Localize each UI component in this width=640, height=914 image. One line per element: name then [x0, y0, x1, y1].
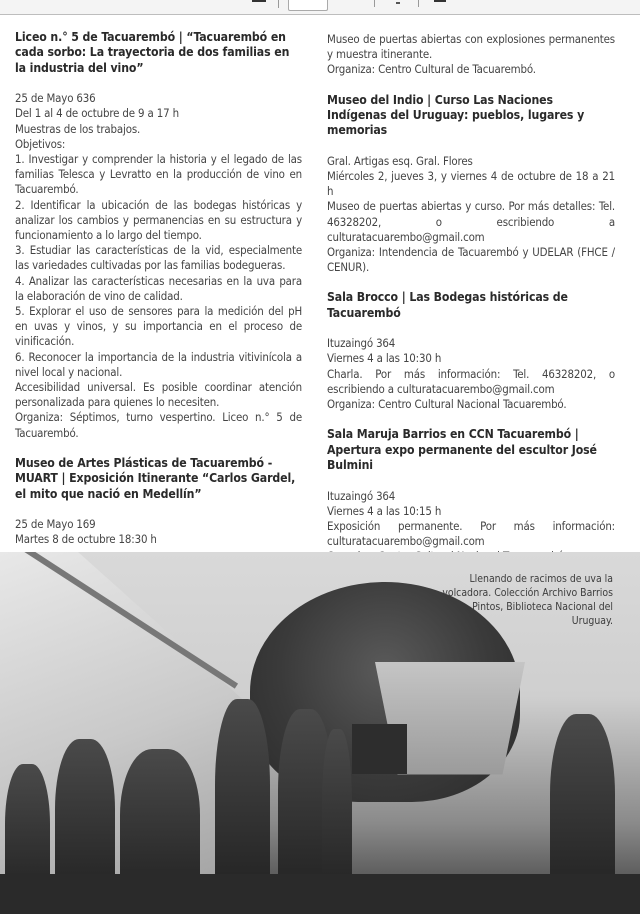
event-address: 25 de Mayo 636	[15, 91, 96, 106]
event-sala-maruja-barrios	[327, 427, 615, 564]
event-text: Objetivos:	[15, 136, 66, 151]
event-text: Museo de puertas abiertas y curso. Por más detalles: Tel. 46328202, o escribiendo a culturatacuarembo@gmail.com	[327, 199, 615, 244]
event-muart	[15, 456, 302, 548]
photo-caption: Llenando de racimos de uva la volcadora. Colección Archivo Barrios Pintos, Biblioteca Nacional del Uruguay.	[442, 573, 613, 627]
toolbar-divider	[418, 0, 419, 7]
pdf-toolbar	[0, 0, 640, 15]
toolbar-divider	[278, 0, 279, 8]
left-column	[15, 30, 302, 563]
objective-item: 4. Analizar las características necesarias en la uva para la elaboración de vino de calidad.	[15, 273, 302, 303]
page-number-input[interactable]	[288, 0, 328, 11]
event-text: Charla. Por más información: Tel. 46328202, o escribiendo a culturatacuarembo@gmail.com	[327, 366, 615, 396]
historical-photo	[0, 552, 640, 914]
fit-page-icon[interactable]	[396, 0, 400, 4]
toolbar-divider	[374, 0, 375, 7]
event-organizer: Organiza: Centro Cultural de Tacuarembó.	[327, 62, 536, 77]
event-title: Museo de Artes Plásticas de Tacuarembó - MUART | Exposición Itinerante “Carlos Gardel, el mito que nació en Medellín”	[15, 455, 296, 501]
event-text: Museo de puertas abiertas con explosiones permanentes y muestra itinerante.	[327, 32, 615, 62]
zoom-out-icon[interactable]	[252, 0, 266, 2]
objective-item: 5. Explorar el uso de sensores para la medición del pH en uvas y vinos, y su importancia en el proceso de vinificación.	[15, 304, 302, 349]
right-column	[327, 32, 615, 580]
event-date: Martes 8 de octubre 18:30 h	[15, 532, 157, 547]
event-museo-indio	[327, 93, 615, 276]
objective-item: 6. Reconocer la importancia de la industria vitivinícola a nivel local y nacional.	[15, 349, 302, 379]
event-title: Sala Brocco | Las Bodegas históricas de Tacuarembó	[327, 290, 568, 320]
photo-crate	[352, 724, 407, 774]
event-liceo-5	[15, 30, 302, 441]
objective-item: 1. Investigar y comprender la historia y el legado de las familias Telesca y Levratto en la producción de vino en Tacuarembó.	[15, 152, 302, 197]
event-organizer: Organiza: Intendencia de Tacuarembó y UDELAR (FHCE / CENUR).	[327, 245, 615, 275]
event-title: Museo del Indio | Curso Las Naciones Indígenas del Uruguay: pueblos, lugares y memorias	[327, 92, 585, 138]
event-date: Del 1 al 4 de octubre de 9 a 17 h	[15, 106, 179, 121]
event-title: Sala Maruja Barrios en CCN Tacuarembó | Apertura expo permanente del escultor José Bulmini	[327, 427, 597, 473]
event-muart-continuation	[327, 32, 615, 78]
event-address: Ituzaingó 364	[327, 336, 396, 351]
event-text: Exposición permanente. Por más información: culturatacuarembo@gmail.com	[327, 518, 615, 549]
event-text: Muestras de los trabajos.	[15, 121, 141, 136]
event-date: Miércoles 2, jueves 3, y viernes 4 de octubre de 18 a 21 h	[327, 169, 615, 199]
event-address: Ituzaingó 364	[327, 488, 396, 503]
event-address: Gral. Artigas esq. Gral. Flores	[327, 153, 473, 168]
photo-ground	[0, 874, 640, 914]
event-date: Viernes 4 a las 10:30 h	[327, 351, 442, 366]
event-address: 25 de Mayo 169	[15, 517, 96, 532]
objective-item: 3. Estudiar las características de la vid, especialmente las variedades cultivadas por las familias bodegueras.	[15, 243, 302, 273]
event-organizer: Organiza: Centro Cultural Nacional Tacuarembó.	[327, 397, 567, 412]
menu-icon[interactable]	[434, 0, 446, 2]
accessibility-note: Accesibilidad universal. Es posible coordinar atención personalizada para quienes lo necesiten.	[15, 380, 302, 410]
event-sala-brocco	[327, 290, 615, 412]
objective-item: 2. Identificar la ubicación de las bodegas históricas y analizar los cambios y permanencias en su estructura y funcionamiento a lo largo del tiempo.	[15, 197, 302, 243]
event-organizer: Organiza: Séptimos, turno vespertino. Liceo n.° 5 de Tacuarembó.	[15, 410, 302, 440]
event-title: Liceo n.° 5 de Tacuarembó | “Tacuarembó en cada sorbo: La trayectoria de dos familias en la industria del vino”	[15, 30, 290, 75]
event-date: Viernes 4 a las 10:15 h	[327, 503, 442, 518]
